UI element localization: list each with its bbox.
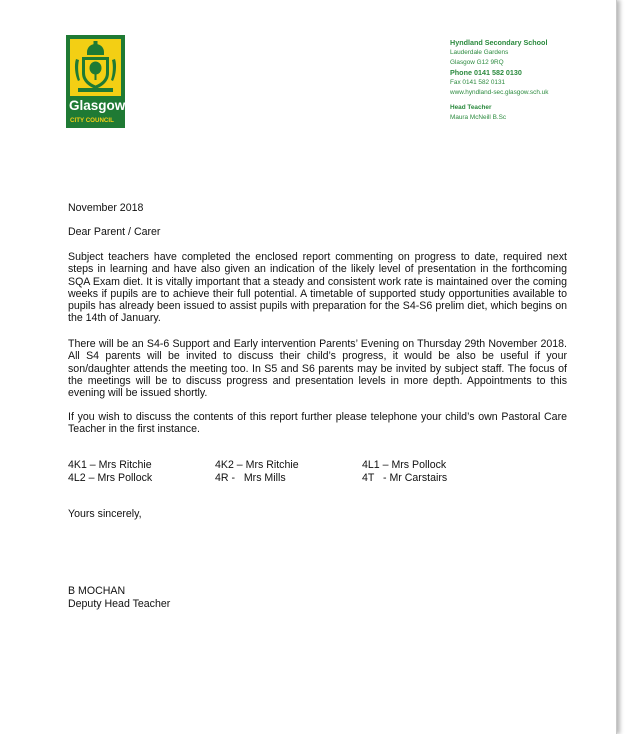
letter-date: November 2018 <box>68 202 144 214</box>
glasgow-city-council-logo <box>66 35 125 128</box>
class-row <box>68 459 488 472</box>
head-teacher-label: Head Teacher <box>450 104 492 111</box>
letter-paragraph-1: Subject teachers have completed the enclosed report commenting on progress to date, required next steps in learning and have also given an indication of the likely level of presentation in the forthcoming SQA Exam diet. It is vitally important that a steady and consistent work rate is maintained over the coming weeks if pupils are to achieve their full potential. A timetable of supported study opportunities available to pupils has already been issued to assist pupils with preparation for the S4-S6 prelim diet, which begins on the 14th of January. <box>68 251 567 325</box>
fax-number: Fax 0141 582 0131 <box>450 79 506 86</box>
head-teacher-name: Maura McNeill B.Sc <box>450 114 507 121</box>
logo-council-text: CITY COUNCIL <box>70 117 114 124</box>
school-name: Hyndland Secondary School <box>450 38 548 47</box>
signatory-title: Deputy Head Teacher <box>68 598 171 610</box>
address-line-1: Lauderdale Gardens <box>450 49 509 56</box>
logo-wordmark: Glasgow <box>69 98 125 113</box>
pastoral-care-teachers-list <box>68 459 488 485</box>
address-line-2: Glasgow G12 9RQ <box>450 59 504 66</box>
class-entry: 4K1 – Mrs Ritchie <box>68 459 152 471</box>
class-entry: 4K2 – Mrs Ritchie <box>215 459 299 471</box>
class-entry: 4T - Mr Carstairs <box>362 472 448 484</box>
letter-paragraph-2: There will be an S4-6 Support and Early intervention Parents’ Evening on Thursday 29th November 2018. All S4 parents will be invited to discuss their child’s progress, it would be also be useful if your son/daughter attends the meeting too. In S5 and S6 parents may be invited by subject staff. The focus of the meetings will be to discuss progress and presentation levels in more depth. Appointments to this evening will be issued shortly. <box>68 338 567 400</box>
letterhead-address <box>450 38 548 123</box>
website-link[interactable]: www.hyndland-sec.glasgow.sch.uk <box>450 89 549 96</box>
class-entry: 4L2 – Mrs Pollock <box>68 472 153 484</box>
letter-closing: Yours sincerely, <box>68 508 142 520</box>
phone-number: Phone 0141 582 0130 <box>450 68 522 77</box>
letter-salutation: Dear Parent / Carer <box>68 226 161 238</box>
class-row <box>68 472 488 485</box>
signatory-name: B MOCHAN <box>68 585 126 597</box>
letter-paragraph-3: If you wish to discuss the contents of this report further please telephone your child’s own Pastoral Care Teacher in the first instance. <box>68 411 567 436</box>
class-entry: 4R - Mrs Mills <box>215 472 286 484</box>
class-entry: 4L1 – Mrs Pollock <box>362 459 447 471</box>
